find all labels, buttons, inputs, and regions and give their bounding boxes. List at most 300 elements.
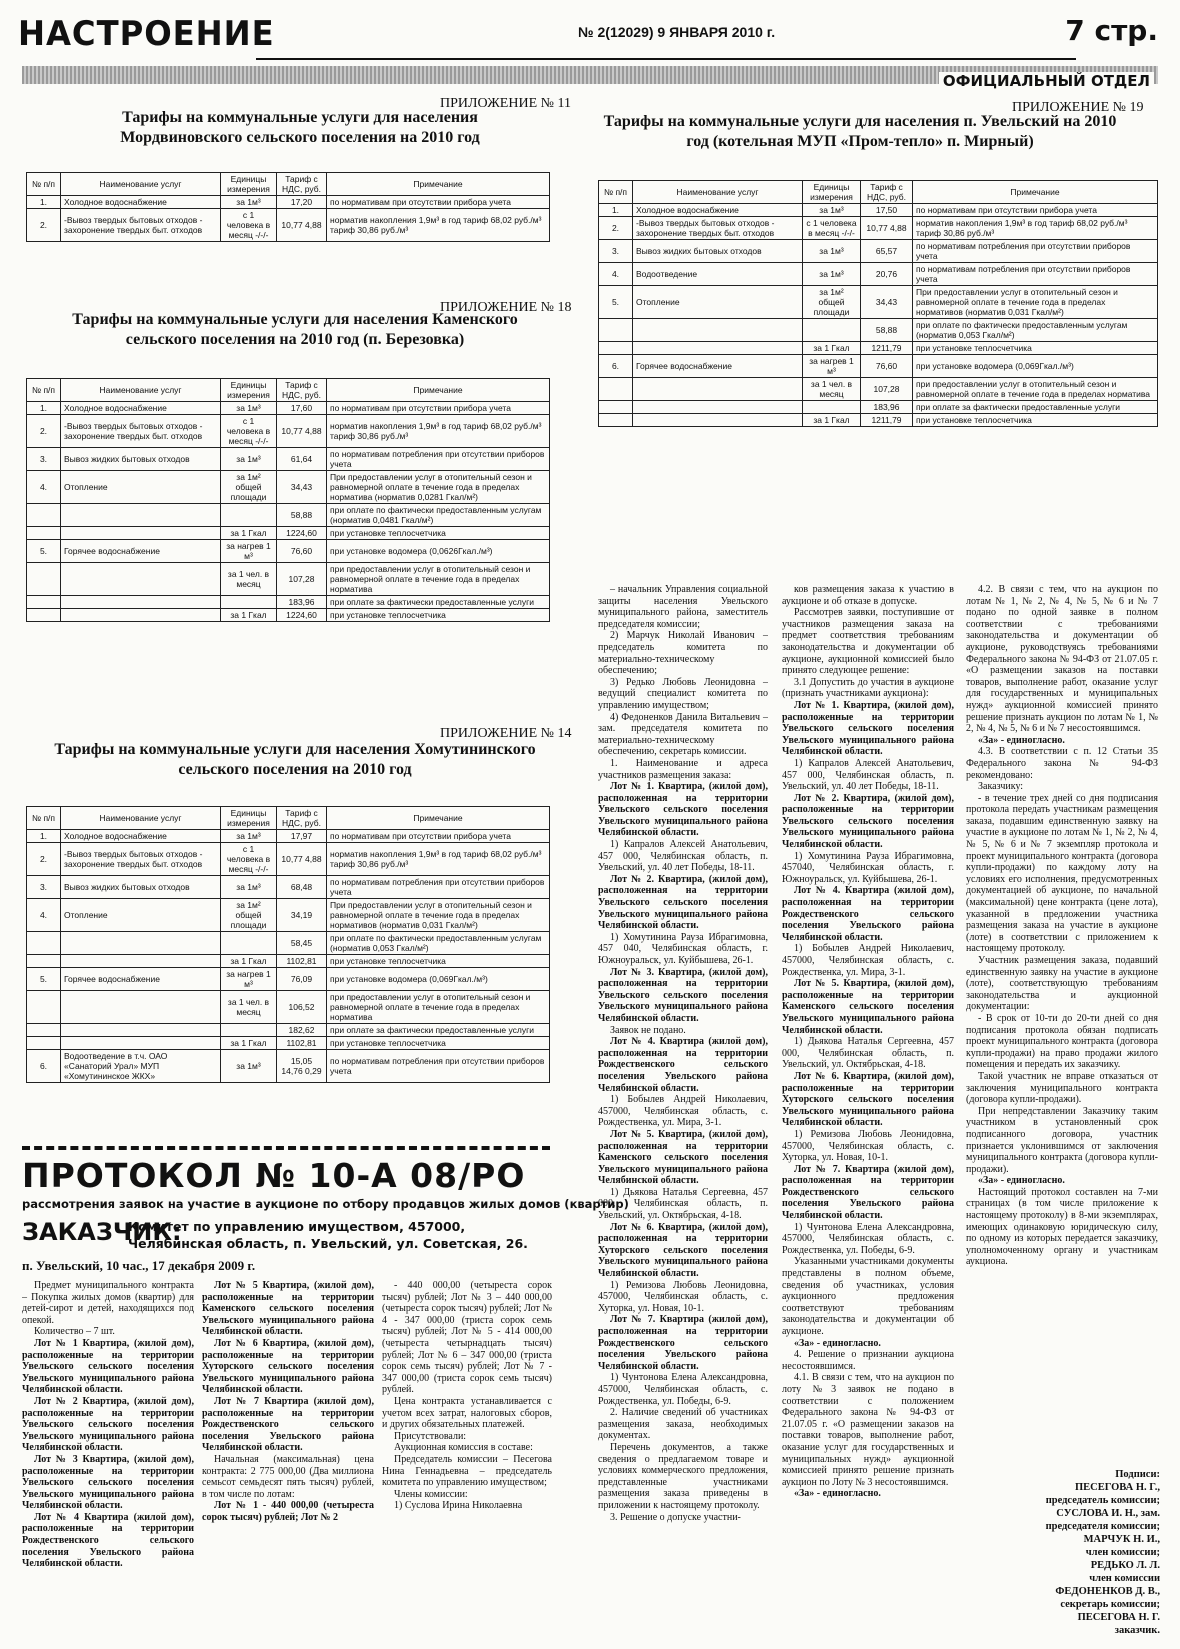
signature-line: СУСЛОВА И. Н., зам. [1056, 1508, 1160, 1519]
table-cell: за 1м² общей площади [221, 471, 277, 504]
table-cell: за 1м³ [221, 448, 277, 471]
table-cell [599, 401, 633, 414]
table-cell: Холодное водоснабжение [633, 204, 803, 217]
table-cell: за 1 Гкал [221, 1037, 277, 1050]
table-cell: Горячее водоснабжение [61, 968, 221, 991]
paragraph: Председатель комиссии – Песегова Нина Геннадьевна – председатель комитета по управлению имуществом; [382, 1453, 552, 1489]
table-cell: При предоставлении услуг в отопительный сезон и равномерной оплате в течение года в пределах нормативов (норматив 0,031 Гкал/м²) [327, 899, 550, 932]
table-cell: норматив накопления 1,9м³ в год тариф 68,02 руб./м³ тариф 30,86 руб./м³ [327, 843, 550, 876]
table-row [27, 504, 550, 527]
table-header-row [27, 379, 550, 402]
annex-label: ПРИЛОЖЕНИЕ № 14 [440, 726, 572, 741]
table-cell: за 1 Гкал [221, 527, 277, 540]
table-cell: по нормативам при отсутствии прибора учета [913, 204, 1158, 217]
paragraph: 4. Решение о признании аукциона несостоявшимся. [782, 1349, 954, 1372]
table-row [27, 968, 550, 991]
table-cell: по нормативам при отсутствии прибора учета [327, 196, 550, 209]
paragraph: Лот № 7 Квартира (жилой дом), расположенные на территории Рождественского сельского поселения Увельского района Челябинской области. [202, 1395, 374, 1454]
table-cell: по нормативам при отсутствии прибора учета [327, 830, 550, 843]
table-cell: 2. [27, 209, 61, 242]
table-cell [599, 414, 633, 427]
table-cell [221, 504, 277, 527]
paragraph: 3) Редько Любовь Леонидовна – ведущий специалист комитета по управлению имуществом; [598, 676, 768, 711]
table-cell: с 1 человека в месяц -/-/- [803, 217, 861, 240]
table-cell [61, 955, 221, 968]
signature-line: заказчик. [1114, 1625, 1160, 1636]
protocol-subtitle: рассмотрения заявок на участие в аукционе по отбору продавцов жилых домов (квартир) [22, 1197, 629, 1211]
table-cell: 1224,60 [277, 609, 327, 622]
paragraph: 1) Суслова Ирина Николаевна [394, 1500, 523, 1512]
table-cell [61, 609, 221, 622]
paragraph: Заявок не подано. [610, 1024, 686, 1036]
table-cell: 58,88 [277, 504, 327, 527]
table-cell: -Вывоз твердых бытовых отходов - захоронение твердых быт. отходов [61, 843, 221, 876]
table-cell [61, 932, 221, 955]
table-cell: При предоставлении услуг в отопительный сезон и равномерной оплате в течение года в пределах нормативов (норматив 0,031 Гкал/м²) [913, 286, 1158, 319]
table-cell: 76,60 [861, 355, 913, 378]
table-cell: при установке теплосчетчика [327, 955, 550, 968]
table-cell [599, 342, 633, 355]
customer-text: Комитет по управлению имуществом, 457000, Челябинская область, п. Увельский, ул. Советская, 26. [128, 1219, 528, 1251]
table-cell [27, 527, 61, 540]
table-cell: по нормативам потребления при отсутствии приборов учета [327, 448, 550, 471]
table-cell: Водоотведение [633, 263, 803, 286]
table-cell: 1224,60 [277, 527, 327, 540]
table-cell: При предоставлении услуг в отопительный сезон и равномерной оплате в течение года в пределах норматива (норматив 0,0281 Гкал/м²) [327, 471, 550, 504]
protocol-column-3 [382, 1280, 552, 1644]
table-header-row [27, 173, 550, 196]
table-cell: за 1м³ [803, 204, 861, 217]
table-cell: 3. [27, 876, 61, 899]
table-cell [61, 504, 221, 527]
table-cell [633, 378, 803, 401]
paragraph: Лот № 1 - 440 000,00 (четыреста сорок тысяч) рублей; Лот № 2 [202, 1500, 374, 1523]
paragraph: Перечень документов, а также сведения о предлагаемом товаре и условиях коммерческого предложения, представленные участниками размещения заказа приведены в приложении к настоящему протоколу. [598, 1441, 768, 1511]
table-cell: за 1 Гкал [221, 955, 277, 968]
column-header: Единицы измерения [221, 807, 277, 830]
paragraph: 1) Дьякова Наталья Сергеевна, 457 000, Челябинская область, п. Увельский, ул. Октябрьская, 4-18. [598, 1186, 768, 1222]
table-cell [633, 319, 803, 342]
table-cell [27, 596, 61, 609]
column-header: Примечание [327, 379, 550, 402]
column-header: Тариф с НДС, руб. [277, 379, 327, 402]
paragraph: 1) Дьякова Наталья Сергеевна, 457 000, Челябинская область, п. Увельский, ул. Октябрьская, 4-18. [782, 1036, 954, 1071]
table-row [27, 402, 550, 415]
paragraph: Лот № 6. Квартира, (жилой дом), расположенная на территории Хуторского сельского поселения Увельского муниципального района Челябинской области. [598, 1221, 768, 1280]
column-header: Примечание [913, 181, 1158, 204]
table-cell: при оплате по фактически предоставленным услугам (норматив 0,053 Гкал/м²) [913, 319, 1158, 342]
table-row [599, 355, 1158, 378]
table-cell: 4. [27, 899, 61, 932]
signature-line: РЕДЬКО Л. Л. [1090, 1560, 1160, 1571]
column-header: Примечание [327, 173, 550, 196]
paragraph: Члены комиссии: [394, 1488, 468, 1500]
table-row [27, 899, 550, 932]
paragraph: Заказчику: [978, 781, 1024, 793]
column-header: Наименование услуг [61, 379, 221, 402]
paragraph: Лот № 7. Квартира (жилой дом), расположенная на территории Рождественского сельского поселения Увельского района Челябинской области. [598, 1314, 768, 1372]
paragraph: 1) Хомутинина Рауза Ибрагимовна, 457 040, Челябинская область, г. Южноуральск, ул. Куйбышева, 26-1. [598, 931, 768, 966]
table-row [599, 414, 1158, 427]
table-cell: 17,20 [277, 196, 327, 209]
column-header: Примечание [327, 807, 550, 830]
paragraph: ков размещения заказа к участию в аукционе и об отказе в допуске. [782, 584, 954, 607]
table-cell: за 1м³ [221, 1050, 277, 1083]
signature-line: ПЕСЕГОВА Н. Г., [1074, 1482, 1160, 1493]
table-cell: Вывоз жидких бытовых отходов [633, 240, 803, 263]
table-row [599, 240, 1158, 263]
paragraph: - В срок от 10-ти до 20-ти дней со дня подписания протокола обязан подписать проект муниципального контракта (договора купли-продажи) на право продажи жилого помещения и передать их заказчику. [966, 1012, 1158, 1071]
table-row [27, 415, 550, 448]
table-cell: 183,96 [861, 401, 913, 414]
table-cell: Холодное водоснабжение [61, 402, 221, 415]
paragraph: 1) Хомутинина Рауза Ибрагимовна, 457040, Челябинская область, г. Южноуральск, ул. Куйбышева, 26-1. [782, 850, 954, 885]
table-row [599, 401, 1158, 414]
table-row [599, 319, 1158, 342]
issue-info: № 2(12029) 9 ЯНВАРЯ 2010 г. [578, 24, 776, 40]
table-cell: за 1м³ [221, 196, 277, 209]
table-cell: 1211,79 [861, 342, 913, 355]
paragraph: 3.1 Допустить до участия в аукционе (признать участниками аукциона): [782, 676, 954, 700]
table-cell [633, 342, 803, 355]
table-cell: при оплате по фактически предоставленным услугам (норматив 0,053 Гкал/м²) [327, 932, 550, 955]
paragraph: - 440 000,00 (четыреста сорок тысяч) рублей; Лот № 3 – 440 000,00 (четыреста сорок тысяч) рублей; Лот № 4 - 347 000,00 (триста сорок семь тысяч) рублей; Лот № 5 - 414 000,00 (четыреста четырнадцать тысяч) рублей; Лот № 6 – 347 000,00 (триста сорок семь тысяч) рублей; Лот № 7 - 347 000,00 (триста сорок семь тысяч) рублей. [382, 1280, 552, 1396]
table-cell: норматив накопления 1,9м³ в год тариф 68,02 руб./м³ тариф 30,86 руб./м³ [913, 217, 1158, 240]
table-cell: при установке водомера (0,0626Гкал./м³) [327, 540, 550, 563]
table-cell [599, 319, 633, 342]
table-cell: за 1м³ [221, 830, 277, 843]
table-row [27, 955, 550, 968]
paragraph: Лот № 2. Квартира, (жилой дом), расположенные на территории Увельского сельского поселения Увельского муниципального района Челябинской области. [782, 792, 954, 851]
paragraph: 2. Наличие сведений об участниках размещения заказа, необходимых документах. [598, 1407, 768, 1442]
table-row [27, 1024, 550, 1037]
department-label: ОФИЦИАЛЬНЫЙ ОТДЕЛ [939, 72, 1154, 90]
table-cell: 20,76 [861, 263, 913, 286]
paragraph: - в течение трех дней со дня подписания протокола передать участникам размещения заказа, подавшим единственную заявку на участие в аукционе по лотам № 1, № 2, № 4, № 5, № 6 и № 7 экземпляр протокола и проект муниципального контракта (договора купли-продажи) по каждому лоту на условиях его исполнения, предусмотренных документацией об аукционе, по начальной (максимальной) цене контракта (цене лота), указанной в предложении участника размещения заказа на участие в аукционе (лоте) в соответствии с приложением к настоящему протоколу. [966, 792, 1158, 955]
table-cell: по нормативам потребления при отсутствии приборов учета [913, 240, 1158, 263]
table-cell [27, 991, 61, 1024]
column-header: Тариф с НДС, руб. [861, 181, 913, 204]
table-cell: 1. [27, 830, 61, 843]
paragraph: Количество – 7 шт. [34, 1326, 115, 1338]
paragraph: 4.1. В связи с тем, что на аукцион по лоту №3 заявок не подано в соответствии с положением Федерального закона № 94-ФЗ от 21.07.05 г. «О размещении заказов на поставки товаров, выполнение работ, оказание услуг для государственных и муниципальных нужд» аукционной комиссией принято решение признать аукцион по Лоту № 3 несостоявшимся. [782, 1372, 954, 1488]
paragraph: Участник размещения заказа, подавший единственную заявку на участие в аукционе (лоте), соответствующую требованиям законодательства и аукционной документации: [966, 955, 1158, 1013]
table-cell: 76,09 [277, 968, 327, 991]
table-cell [27, 609, 61, 622]
table-cell [633, 401, 803, 414]
table-cell: Вывоз жидких бытовых отходов [61, 876, 221, 899]
paragraph: 2) Марчук Николай Иванович – председатель комитета по материально-техническому обеспечению; [598, 630, 768, 677]
table-cell: 1211,79 [861, 414, 913, 427]
signature-line: ПЕСЕГОВА Н. Г. [1077, 1612, 1160, 1623]
table-header-row [27, 807, 550, 830]
annex-label: ПРИЛОЖЕНИЕ № 11 [440, 96, 571, 111]
table-cell: при установке теплосчетчика [327, 1037, 550, 1050]
column-header: № п/п [27, 173, 61, 196]
column-header: Единицы измерения [221, 173, 277, 196]
paragraph: Лот № 1 Квартира, (жилой дом), расположенные на территории Увельского сельского поселения Увельского муниципального района Челябинской области. [22, 1337, 194, 1396]
table-cell: 3. [599, 240, 633, 263]
table-cell: Холодное водоснабжение [61, 196, 221, 209]
table-cell [27, 563, 61, 596]
table-cell: 34,43 [861, 286, 913, 319]
table-cell [221, 1024, 277, 1037]
table-cell: при предоставлении услуг в отопительный сезон и равномерной оплате в течение года в пределах норматива [327, 991, 550, 1024]
table-row [27, 932, 550, 955]
table-cell: при предоставлении услуг в отопительный сезон и равномерной оплате в течение года в пределах норматива [327, 563, 550, 596]
table-cell: 2. [27, 843, 61, 876]
table-cell: норматив накопления 1,9м³ в год тариф 68,02 руб./м³ тариф 30,86 руб./м³ [327, 209, 550, 242]
table-cell: 1102,81 [277, 955, 327, 968]
table-cell: за нагрев 1 м³ [803, 355, 861, 378]
table-cell: за 1 Гкал [803, 342, 861, 355]
table-cell [221, 596, 277, 609]
table-cell [27, 1024, 61, 1037]
column-header: № п/п [27, 379, 61, 402]
table-cell: по нормативам потребления при отсутствии приборов учета [327, 876, 550, 899]
table-cell [27, 504, 61, 527]
paragraph: «За» - единогласно. [794, 1337, 881, 1349]
table-cell: за 1м³ [803, 263, 861, 286]
paragraph: Предмет муниципального контракта – Покупка жилых домов (квартир) для детей-сирот и детей, находящихся под опекой. [22, 1280, 194, 1326]
paragraph: Лот № 4. Квартира (жилой дом), расположенная на территории Рождественского сельского поселения Увельского района Челябинской области. [782, 885, 954, 943]
column-header: Единицы измерения [803, 181, 861, 204]
table-row [27, 471, 550, 504]
table-cell: за 1м² общей площади [803, 286, 861, 319]
protocol-column-6 [966, 584, 1158, 1464]
table-cell: за 1 Гкал [221, 609, 277, 622]
table-cell: 61,64 [277, 448, 327, 471]
paragraph: Лот № 4 Квартира (жилой дом), расположенные на территории Рождественского сельского поселения Увельского района Челябинской области. [22, 1511, 194, 1570]
table-row [27, 209, 550, 242]
table-cell: по нормативам потребления при отсутствии приборов учета [327, 1050, 550, 1083]
page-number: 7 стр. [1065, 14, 1158, 47]
paragraph: 3. Решение о допуске участни- [610, 1511, 741, 1523]
paragraph: Лот № 3. Квартира, (жилой дом), расположенная на территории Увельского сельского поселения Увельского муниципального района Челябинской области. [598, 966, 768, 1024]
table-cell [27, 955, 61, 968]
protocol-column-1 [22, 1280, 194, 1644]
signature-line: ФЕДОНЕНКОВ Д. В., [1055, 1586, 1160, 1597]
table-row [27, 1037, 550, 1050]
table-cell: 58,45 [277, 932, 327, 955]
paragraph: Лот № 4. Квартира (жилой дом), расположенная на территории Рождественского сельского поселения Увельского района Челябинской области. [598, 1036, 768, 1094]
paragraph: 1) Бобылев Андрей Николаевич, 457000, Челябинская область, с. Рождественка, ул. Мира, 3-1. [782, 943, 954, 978]
paragraph: 4) Федоненков Данила Витальевич – зам. председателя комитета по материально-техническому обеспечению, секретарь комиссии. [598, 711, 768, 758]
paragraph: Лот № 7. Квартира (жилой дом), расположенная на территории Рождественского сельского поселения Увельского района Челябинской области. [782, 1163, 954, 1222]
table-cell [803, 401, 861, 414]
paragraph: Лот № 3 Квартира, (жилой дом), расположенные на территории Увельского сельского поселения Увельского муниципального района Челябинской области. [22, 1453, 194, 1512]
table-cell: Отопление [61, 899, 221, 932]
table-cell: 10,77 4,88 [277, 415, 327, 448]
table-cell: -Вывоз твердых бытовых отходов - захоронение твердых быт. отходов [61, 209, 221, 242]
table-cell: Горячее водоснабжение [633, 355, 803, 378]
table-cell: при установке теплосчетчика [913, 342, 1158, 355]
table-cell: за 1 Гкал [803, 414, 861, 427]
table-cell: 182,62 [277, 1024, 327, 1037]
table-title: Тарифы на коммунальные услуги для населения п. Увельский на 2010 год (котельная МУП «Пром-тепло» п. Мирный) [603, 113, 1117, 150]
table-row [27, 527, 550, 540]
table-cell: Водоотведение в т.ч. ОАО «Санаторий Урал» МУП «Хомутининское ЖКХ» [61, 1050, 221, 1083]
table-cell [61, 1037, 221, 1050]
table-cell: 15,05 14,76 0,29 [277, 1050, 327, 1083]
paragraph: Начальная (максимальная) цена контракта: 2 775 000,00 (Два миллиона семьсот семьдесят пять тысяч) рублей, в том числе по лотам: [202, 1453, 374, 1500]
table-cell: за нагрев 1 м³ [221, 540, 277, 563]
table-cell [803, 319, 861, 342]
paragraph: Лот № 5 Квартира, (жилой дом), расположенные на территории Каменского сельского поселения Увельского муниципального района Челябинской области. [202, 1280, 374, 1338]
protocol-title: ПРОТОКОЛ № 10-А 08/РО [22, 1156, 526, 1195]
table-row [27, 563, 550, 596]
paragraph: Лот № 6 Квартира, (жилой дом), расположенные на территории Хуторского сельского поселения Увельского муниципального района Челябинской области. [202, 1337, 374, 1396]
table-row [27, 448, 550, 471]
table-cell: 4. [27, 471, 61, 504]
protocol-column-5 [782, 584, 954, 1644]
annex-label: ПРИЛОЖЕНИЕ № 18 [440, 300, 572, 315]
table-title: Тарифы на коммунальные услуги для населения Мордвиновского сельского поселения на 2010 год [120, 109, 480, 146]
tariff-table-18 [26, 378, 550, 622]
protocol-place-date: п. Увельский, 10 час., 17 декабря 2009 г. [22, 1258, 256, 1273]
table-cell: 1. [27, 402, 61, 415]
table-title: Тарифы на коммунальные услуги для населения Каменского сельского поселения на 2010 год (п. Березовка) [72, 311, 518, 348]
paragraph: 1) Чунтонова Елена Александровна, 457000, Челябинская область, с. Рождественка, ул. Победы, 6-9. [598, 1372, 768, 1407]
paragraph: 1) Ремизова Любовь Леонидовна, 457000, Челябинская область, с. Хуторка, ул. Новая, 10-1. [782, 1128, 954, 1164]
table-cell [61, 596, 221, 609]
table-cell: за нагрев 1 м³ [221, 968, 277, 991]
annex-label: ПРИЛОЖЕНИЕ № 19 [1012, 100, 1144, 115]
table-cell: 10,77 4,88 [277, 209, 327, 242]
table-row [27, 1050, 550, 1083]
column-header: Наименование услуг [633, 181, 803, 204]
table-row [599, 286, 1158, 319]
table-cell [61, 1024, 221, 1037]
table-cell: 68,48 [277, 876, 327, 899]
column-header: Наименование услуг [61, 807, 221, 830]
table-cell: при оплате за фактически предоставленные услуги [913, 401, 1158, 414]
column-header: Тариф с НДС, руб. [277, 807, 327, 830]
paragraph: Лот № 6. Квартира, (жилой дом), расположенные на территории Хуторского сельского поселения Увельского муниципального района Челябинской области. [782, 1070, 954, 1129]
paragraph: 1. Наименование и адреса участников размещения заказа: [598, 757, 768, 781]
table-cell: при установке теплосчетчика [913, 414, 1158, 427]
table-cell: 6. [599, 355, 633, 378]
paragraph: 1) Ремизова Любовь Леонидовна, 457000, Челябинская область, с. Хуторка, ул. Новая, 10-1. [598, 1279, 768, 1314]
paragraph: 4.2. В связи с тем, что на аукцион по лотам № 1, № 2, № 4, № 5, № 6 и № 7 подано по одной заявке в полном соответствии с требованиями законодательства и документации об аукционе, руководствуясь требованиями Федерального закона № 94-ФЗ от 21.07.05 г. «О размещении заказов на поставки товаров, выполнение работ, оказание услуг для государственных и муниципальных нужд» аукционной комиссией принято решение признать аукцион по лотам № 1, № 2, № 4, № 5, № 6 и № 7 несостоявшимся. [966, 584, 1158, 735]
table-cell: 4. [599, 263, 633, 286]
table-row [27, 596, 550, 609]
signature-line: секретарь комиссии; [1060, 1599, 1160, 1610]
table-cell [61, 563, 221, 596]
table-cell: при установке теплосчетчика [327, 527, 550, 540]
table-cell: 34,19 [277, 899, 327, 932]
column-header: Наименование услуг [61, 173, 221, 196]
paragraph: «За» - единогласно. [978, 1175, 1065, 1187]
table-cell: Отопление [61, 471, 221, 504]
table-cell: 58,88 [861, 319, 913, 342]
paragraph: 1) Капралов Алексей Анатольевич, 457 000, Челябинская область, п. Увельский, ул. 40 лет Победы, 18-11. [598, 839, 768, 874]
paragraph: Лот № 5. Квартира, (жилой дом), расположенная на территории Каменского сельского поселения Увельского муниципального района Челябинской области. [598, 1128, 768, 1187]
table-cell: Отопление [633, 286, 803, 319]
signature-line: член комиссии; [1085, 1547, 1160, 1558]
paragraph: Настоящий протокол составлен на 7-ми страницах (в том числе приложение к настоящему протоколу) в 8-ми экземплярах, имеющих одинаковую юридическую силу, по одному из которых передается заказчику, уполномоченному органу и участникам аукциона. [966, 1186, 1158, 1268]
table-cell: 107,28 [861, 378, 913, 401]
table-cell [27, 1037, 61, 1050]
table-cell: за 1 чел. в месяц [221, 563, 277, 596]
table-cell: 1. [599, 204, 633, 217]
paragraph: Лот № 2 Квартира, (жилой дом), расположенные на территории Увельского сельского поселения Увельского муниципального района Челябинской области. [22, 1395, 194, 1454]
table-cell [633, 414, 803, 427]
column-header: Тариф с НДС, руб. [277, 173, 327, 196]
signatures [940, 1468, 1160, 1637]
table-cell: 17,97 [277, 830, 327, 843]
paragraph: Лот № 1. Квартира, (жилой дом), расположенная на территории Увельского сельского поселения Увельского муниципального района Челябинской области. [598, 781, 768, 839]
table-cell: за 1 чел. в месяц [221, 991, 277, 1024]
paragraph: «За» - единогласно. [794, 1488, 881, 1500]
paragraph: «За» - единогласно. [978, 734, 1065, 746]
tariff-table-11 [26, 172, 550, 242]
table-row [27, 609, 550, 622]
table-cell: 17,50 [861, 204, 913, 217]
table-row [27, 830, 550, 843]
table-cell: с 1 человека в месяц -/-/- [221, 843, 277, 876]
table-cell: при установке водомера (0,069Гкал./м³) [913, 355, 1158, 378]
table-row [27, 196, 550, 209]
table-cell [61, 527, 221, 540]
table-cell: за 1м² общей площади [221, 899, 277, 932]
table-cell: при предоставлении услуг в отопительный сезон и равномерной оплате в течение года в пределах норматива [913, 378, 1158, 401]
table-cell: Горячее водоснабжение [61, 540, 221, 563]
table-cell: по нормативам при отсутствии прибора учета [327, 402, 550, 415]
table-cell [221, 932, 277, 955]
protocol-column-2 [202, 1280, 374, 1644]
table-cell: 10,77 4,88 [861, 217, 913, 240]
table-cell: 34,43 [277, 471, 327, 504]
table-cell: 2. [27, 415, 61, 448]
tariff-table-14 [26, 806, 550, 1083]
table-cell: 183,96 [277, 596, 327, 609]
table-row [599, 263, 1158, 286]
paragraph: Рассмотрев заявки, поступившие от участников размещения заказа на предмет соответствия требованиям законодательства и документации об аукционе, аукционной комиссией было принято следующее решение: [782, 607, 954, 677]
table-header-row [599, 181, 1158, 204]
paragraph: 1) Бобылев Андрей Николаевич, 457000, Челябинская область, с. Рождественка, ул. Мира, 3-1. [598, 1094, 768, 1129]
signature-line: председателя комиссии; [1045, 1521, 1160, 1532]
table-row [599, 378, 1158, 401]
table-cell [27, 932, 61, 955]
signature-line: МАРЧУК Н. И., [1083, 1534, 1160, 1545]
table-row [599, 204, 1158, 217]
section-title: НАСТРОЕНИЕ [18, 14, 275, 54]
paragraph: Присутствовали: [394, 1430, 467, 1442]
column-header: Единицы измерения [221, 379, 277, 402]
paragraph: При непредставлении Заказчику таким участником в установленный срок подписанного договора, участник признается уклонившимся от заключения муниципального контракта (договора купли-продажи). [966, 1105, 1158, 1175]
table-cell: за 1м³ [221, 876, 277, 899]
table-cell: при установке теплосчетчика [327, 609, 550, 622]
table-cell: 106,52 [277, 991, 327, 1024]
table-row [27, 843, 550, 876]
table-cell: 10,77 4,88 [277, 843, 327, 876]
table-cell: Холодное водоснабжение [61, 830, 221, 843]
table-cell: 76,60 [277, 540, 327, 563]
table-cell: по нормативам потребления при отсутствии приборов учета [913, 263, 1158, 286]
signature-line: председатель комиссии; [1045, 1495, 1160, 1506]
table-row [599, 217, 1158, 240]
paragraph: Лот № 5. Квартира, (жилой дом), расположенные на территории Каменского сельского поселения Увельского муниципального района Челябинской области. [782, 978, 954, 1036]
table-cell [599, 378, 633, 401]
table-cell: 17,60 [277, 402, 327, 415]
table-cell: 3. [27, 448, 61, 471]
table-cell: 65,57 [861, 240, 913, 263]
table-cell: 1. [27, 196, 61, 209]
table-cell: при оплате за фактически предоставленные услуги [327, 1024, 550, 1037]
paragraph: Такой участник не вправе отказаться от заключения муниципального контракта (договора купли-продажи). [966, 1070, 1158, 1106]
table-cell: 5. [27, 968, 61, 991]
